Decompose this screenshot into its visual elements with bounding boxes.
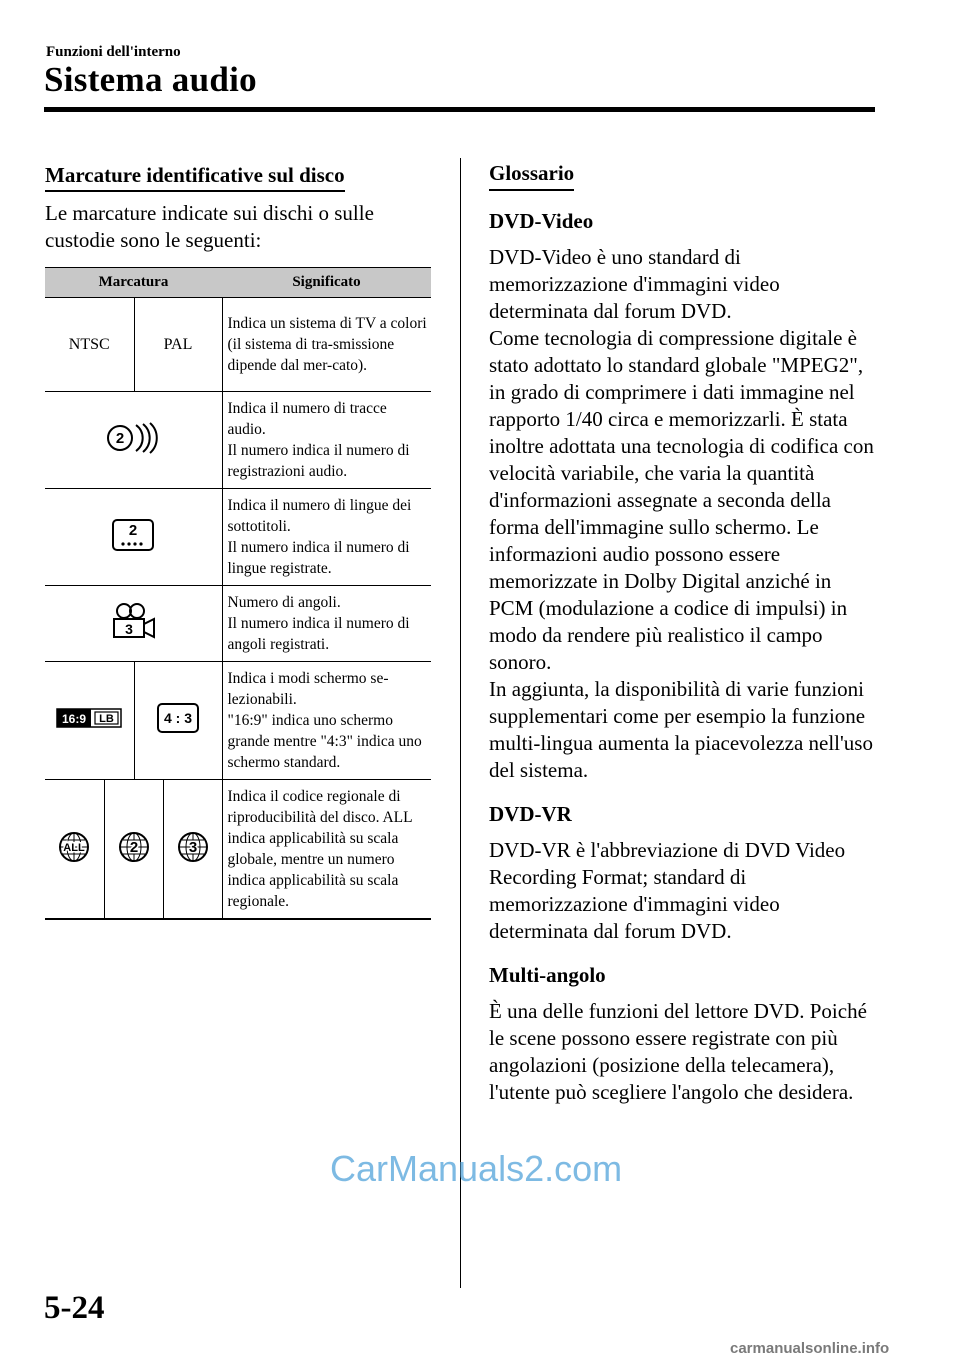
glossary-definition: DVD-Video è uno standard di memorizzazione d'immagini video determinata dal forum DVD. Come tecnologia di compressione digitale è stato adottato lo standard globale "MPEG2", in grado di comprimere i dati immagine nel rapporto 1/40 circa e memorizzarli. È stata inoltre adottata una tecnologia di codifica con velocità variabile, che varia la quantità d'informazioni assegnate a seconda della forma dell'immagine sullo schermo. Le informazioni audio possono essere memorizzate in Dolby Digital anziché in PCM (modulazione a codice di impulsi) in modo da rendere più realistico il campo sonoro. In aggiunta, la disponibilità di varie funzioni supplementari come per esempio la funzione multi-lingua aumenta la piacevolezza nell'uso del sistema. [489, 245, 874, 782]
section-label: Funzioni dell'interno [46, 44, 181, 60]
glossary-definition: È una delle funzioni del lettore DVD. Poiché le scene possono essere registrate con più angolazioni (posizione della telecamera), l'utente può scegliere l'angolo che desidera. [489, 999, 867, 1104]
region-all-label: ALL [63, 841, 85, 854]
aspect-4-3-label: 4 : 3 [163, 710, 193, 726]
region-all-icon [45, 780, 104, 920]
region-2-icon [104, 780, 163, 920]
disc-marks-table [45, 267, 431, 920]
mark-meaning: Indica il codice regionale di riproducibilità del disco. ALL indica applicabilità su scala globale, mentre un numero indica applicabilità su scala regionale. [222, 780, 431, 920]
glossary-term: DVD-VR [489, 802, 572, 826]
region-3-label: 3 [188, 838, 197, 856]
aspect-16-9-label: 16:9 [62, 712, 87, 726]
mark-meaning: Numero di angoli. Il numero indica il numero di angoli registrati. [222, 586, 431, 662]
mark-meaning: Indica un sistema di TV a colori (il sistema di tra-smissione dipende dal mer-cato). [222, 298, 431, 392]
source-watermark: carmanualsonline.info [730, 1340, 890, 1357]
standard-screen-icon [134, 662, 222, 780]
col-header-meaning: Significato [222, 268, 431, 298]
subtitle-number: 2 [129, 521, 138, 539]
region-2-label: 2 [129, 838, 138, 856]
angle-number: 3 [125, 621, 134, 637]
column-divider [460, 158, 461, 1288]
table-row [45, 489, 431, 586]
section-heading: Marcature identificative sul disco [45, 163, 345, 192]
page-title: Sistema audio [44, 60, 257, 99]
watermark: CarManuals2.com [330, 1148, 623, 1189]
table-header-row [45, 268, 431, 298]
pal-mark: PAL [134, 298, 222, 392]
mark-meaning: Indica il numero di lingue dei sottotitoli. Il numero indica il numero di lingue registrate. [222, 489, 431, 586]
mark-meaning: Indica il numero di tracce audio. Il numero indica il numero di registrazioni audio. [222, 392, 431, 489]
audio-tracks-number: 2 [116, 429, 125, 447]
widescreen-lb-icon [45, 662, 134, 780]
region-3-icon [163, 780, 222, 920]
angle-camera-icon [45, 586, 222, 662]
glossary-heading: Glossario [489, 160, 574, 191]
ntsc-mark: NTSC [45, 298, 134, 392]
col-header-mark: Marcatura [45, 268, 222, 298]
letterbox-label: LB [99, 713, 115, 725]
table-row [45, 780, 431, 920]
header-rule [44, 107, 875, 112]
subtitle-icon [45, 489, 222, 586]
page-number: 5-24 [44, 1290, 105, 1326]
intro-paragraph: Le marcature indicate sui dischi o sulle custodie sono le seguenti: [45, 201, 374, 252]
table-row [45, 662, 431, 780]
table-row [45, 298, 431, 392]
glossary [489, 160, 879, 1106]
table-row [45, 392, 431, 489]
glossary-term: Multi-angolo [489, 963, 606, 987]
glossary-definition: DVD-VR è l'abbreviazione di DVD Video Recording Format; standard di memorizzazione d'immagini video determinata dal forum DVD. [489, 838, 846, 943]
mark-meaning: Indica i modi schermo se-lezionabili. "16:9" indica uno schermo grande mentre "4:3" indica uno schermo standard. [222, 662, 431, 780]
audio-tracks-icon [45, 392, 222, 489]
table-row [45, 586, 431, 662]
glossary-term: DVD-Video [489, 209, 594, 233]
